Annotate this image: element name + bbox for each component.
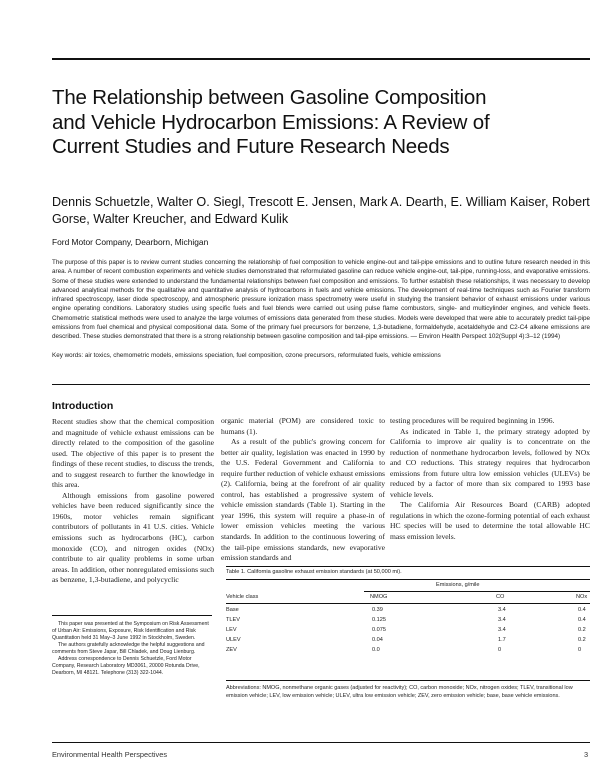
table-cell: TLEV bbox=[226, 617, 240, 623]
paragraph: testing procedures will be required beginning in 1996. bbox=[390, 416, 555, 425]
table-cell: 0.04 bbox=[372, 637, 383, 643]
table-cell: 0.075 bbox=[372, 627, 386, 633]
footer-rule bbox=[52, 742, 590, 743]
table-top-rule bbox=[226, 566, 590, 567]
body-column-2 bbox=[221, 416, 385, 564]
table-cell: ZEV bbox=[226, 647, 237, 653]
table-group-rule bbox=[364, 591, 590, 592]
top-rule bbox=[52, 58, 590, 60]
table-cell: 3.4 bbox=[498, 627, 506, 633]
table-cell: 1.7 bbox=[498, 637, 506, 643]
table-header-nox: NOx bbox=[576, 594, 588, 600]
journal-name: Environmental Health Perspectives bbox=[52, 750, 168, 759]
paragraph: Although emissions from gasoline powered vehicles have been reduced significantly since the 1960s, motor vehicles remain significant contributors of pollutants in 41 U.S. cities. Vehicle emissions such as hydrocarbons (HC), carbon monoxide (CO), and nitrogen oxides (NOx) contribute to air quality problems in some urban areas. In addition, other nonregulated emissions such as benzene, 1,3-butadiene, and polycyclic bbox=[52, 490, 214, 585]
abstract: The purpose of this paper is to review current studies concerning the relationship of fuel composition to vehicle engine-out and tail-pipe emissions and to outline future research needed in this area. A number of recent combustion experiments and vehicle studies demonstrated that reformulated gasoline can reduce vehicle engine-out, tail-pipe, running-loss, and evaporative emissions. Some of these studies were extended to understand the fundamental relationships between fuel composition and emissions. To further establish these relationships, it was necessary to develop advanced analytical methods for the qualitative and quantitative analysis of hydrocarbons in fuels and vehicle emissions. The development of real-time techniques such as Fourier transform infrared spectroscopy, laser diode spectroscopy, and atmospheric pressure ionization mass spectrometry were useful in studying the transient behavior of exhaust emissions under various engine operating conditions. Laboratory studies using specific fuels and fuel blends were carried out using pulse flame combustors, single- and multicylinder engines, and vehicle fleets. Chemometric statistical methods were used to analyze the large volumes of emissions data generated from these studies. Models were developed that were able to accurately predict tail-pipe emissions from fuel chemical and physical compositional data. Some of the primary fuel precursors for benzene, 1,3-butadiene, formaldehyde, acetaldehyde and C2-C4 alkene emissions are described. These studies demonstrated that there is a strong relationship between gasoline composition and tail-pipe emissions. — Environ Health Perspect 102(Suppl 4):3–12 (1994) bbox=[52, 259, 590, 340]
table-cell: 0.2 bbox=[578, 637, 586, 643]
table-cell: 0.39 bbox=[372, 607, 383, 613]
table-cell: 0.0 bbox=[372, 647, 380, 653]
paragraph: As indicated in Table 1, the primary strategy adopted by California to improve air quality is to concentrate on the reduction of nonmethane hydrocarbon levels, followed by NOx and CO reductions. This strategy requires that hydrocarbon emissions from future ultra low emission vehicles (ULEVs) be reduced by a factor of more than six compared to 1993 base vehicle levels. bbox=[390, 426, 590, 499]
table-cell: 3.4 bbox=[498, 607, 506, 613]
table-cell: 0.2 bbox=[578, 627, 586, 633]
table-cell: 3.4 bbox=[498, 617, 506, 623]
table-cell: ULEV bbox=[226, 637, 241, 643]
table-caption-rule bbox=[226, 579, 590, 580]
table-cell: 0 bbox=[498, 647, 502, 653]
table-cell: LEV bbox=[226, 627, 237, 633]
keywords: Key words: air toxics, chemometric models, emissions speciation, fuel composition, ozone precursors, reformulated fuels, vehicle emissions bbox=[52, 352, 441, 359]
article-title: The Relationship between Gasoline Composition and Vehicle Hydrocarbon Emissions: A Review of Current Studies and Future Research Needs bbox=[52, 86, 490, 158]
author-list: Dennis Schuetzle, Walter O. Siegl, Trescott E. Jensen, Mark A. Dearth, E. William Kaiser, Robert Gorse, Walter Kreucher, and Edward Kulik bbox=[52, 195, 590, 226]
paragraph: Recent studies show that the chemical composition and magnitude of vehicle exhaust emissions can be directly related to the composition of the gasoline used. The objective of this paper is to present the findings of these recent studies, to discuss the trends, and to suggest research to further the knowledge in this area. bbox=[52, 417, 214, 490]
table-cell: 0.125 bbox=[372, 617, 386, 623]
abstract-bottom-rule bbox=[52, 384, 590, 385]
footnote: Address correspondence to Dennis Schuetzle, Ford Motor Company, Research Laboratory MD3061, 20000 Rotunda Drive, Dearborn, MI 48121. Telephone (313) 322-1044. bbox=[52, 656, 200, 676]
table-cell: Base bbox=[226, 607, 239, 613]
body-column-3 bbox=[390, 416, 590, 543]
section-heading-introduction: Introduction bbox=[52, 400, 114, 412]
table-header-nmog: NMOG bbox=[370, 594, 388, 600]
paragraph: organic material (POM) are considered toxic to humans (1). bbox=[221, 416, 385, 436]
body-column-1 bbox=[52, 417, 214, 586]
table-cell: 0 bbox=[578, 647, 582, 653]
table-notes: Abbreviations: NMOG, nonmethane organic gases (adjusted for reactivity); CO, carbon monoxide; NOx, nitrogen oxides; TLEV, transitional low emission vehicle; LEV, low emission vehicle; ULEV, ultra low emission vehicle; ZEV, zero emission vehicle; base, base vehicle emissions. bbox=[226, 685, 573, 699]
footnotes bbox=[52, 621, 212, 677]
paragraph: The California Air Resources Board (CARB) adopted regulations in which the ozone-forming potential of each exhaust HC species will be used to determine the total allowable HC mass emission levels. bbox=[390, 500, 590, 542]
table-caption: Table 1. California gasoline exhaust emission standards (at 50,000 mi). bbox=[226, 569, 402, 575]
table-header-rule bbox=[226, 603, 590, 604]
footnote: The authors gratefully acknowledge the helpful suggestions and comments from Steve Japar, Bill Chladek, and Doug Lienburg. bbox=[52, 642, 205, 655]
page-number: 3 bbox=[584, 750, 589, 759]
table-cell: 0.4 bbox=[578, 607, 586, 613]
affiliation: Ford Motor Company, Dearborn, Michigan bbox=[52, 237, 209, 247]
paragraph: As a result of the public's growing concern for better air quality, legislation was enacted in 1990 by the U.S. Federal Government and California to require further reduction of vehicle exhaust emissions (2). California, being at the forefront of air quality control, has established a progressive system of vehicle emission standards (Table 1). Starting in the year 1996, this system will require a phase-in of lower emission vehicles meeting the various standards. In addition to the continuous lowering of the tail-pipe emissions standards, new evaporative emission standards and bbox=[221, 437, 385, 563]
table-bottom-rule bbox=[226, 680, 590, 681]
table-group-header: Emissions, g/mile bbox=[436, 582, 480, 588]
footnote-rule bbox=[52, 615, 212, 616]
footnote: This paper was presented at the Symposium on Risk Assessment of Urban Air: Emissions, Exposure, Risk Identification and Risk Quantitation held 31 May–3 June 1992 in Stockholm, Sweden. bbox=[52, 621, 209, 641]
table-header-vehicle-class: Vehicle class bbox=[226, 594, 259, 600]
table-header-co: CO bbox=[496, 594, 505, 600]
table-cell: 0.4 bbox=[578, 617, 586, 623]
